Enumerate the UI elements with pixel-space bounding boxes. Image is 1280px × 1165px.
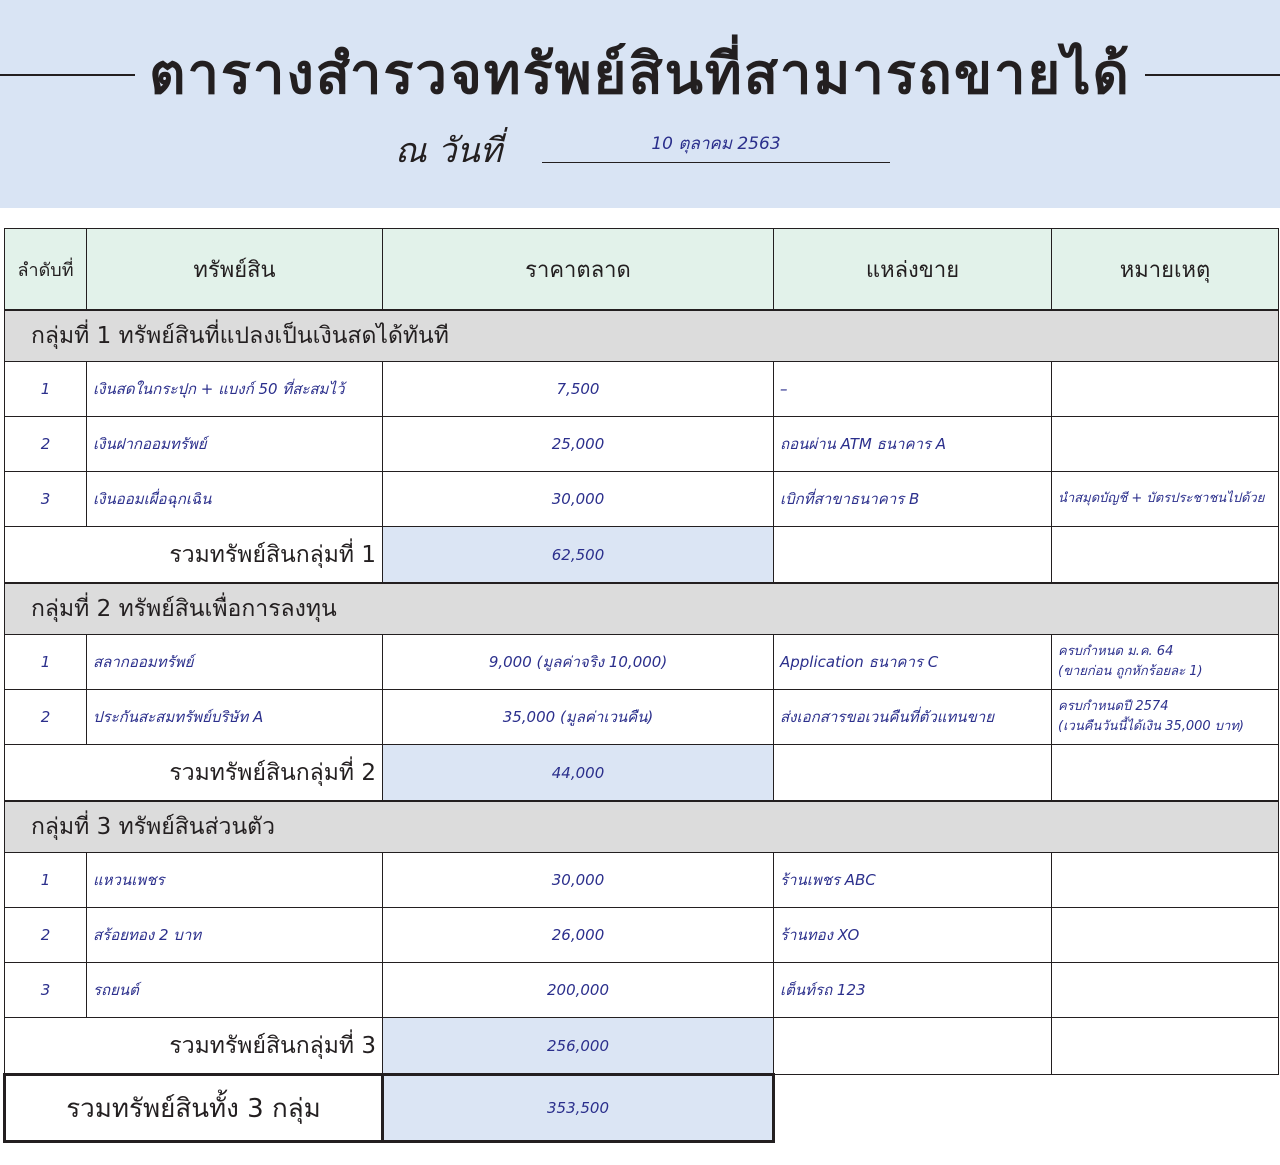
- grand-total-row: [5, 1075, 1279, 1142]
- subtotal-source-blank: [774, 527, 1052, 584]
- item-market-price: 30,000: [383, 853, 774, 908]
- item-asset-name: รถยนต์: [87, 963, 383, 1018]
- item-note-line: (ขายก่อน ถูกหักร้อยละ 1): [1058, 664, 1203, 679]
- table-row: [5, 690, 1279, 745]
- subtotal-label: รวมทรัพย์สินกลุ่มที่ 2: [5, 745, 383, 802]
- item-note-line: (เวนคืนวันนี้ได้เงิน 35,000 บาท): [1058, 719, 1244, 734]
- subtotal-note-blank: [1052, 527, 1279, 584]
- item-sell-source: เบิกที่สาขาธนาคาร B: [774, 472, 1052, 527]
- col-header-note: หมายเหตุ: [1052, 229, 1279, 311]
- group-header-row: [5, 583, 1279, 635]
- item-number: 2: [5, 908, 87, 963]
- item-note: [1052, 690, 1279, 745]
- date-underline: [542, 162, 890, 163]
- col-header-asset: ทรัพย์สิน: [87, 229, 383, 311]
- item-note: [1052, 635, 1279, 690]
- date-value: 10 ตุลาคม 2563: [651, 134, 781, 154]
- item-note-line: ครบกำหนด ม.ค. 64: [1058, 644, 1174, 659]
- item-note: [1052, 362, 1279, 417]
- item-note: [1052, 417, 1279, 472]
- header-banner: [0, 0, 1280, 208]
- page-title-text: ตารางสำรวจทรัพย์สินที่สามารถขายได้: [135, 42, 1145, 107]
- item-market-price: 25,000: [383, 417, 774, 472]
- date-label: ณ วันที่: [395, 131, 503, 171]
- item-sell-source: เต็นท์รถ 123: [774, 963, 1052, 1018]
- item-asset-name: แหวนเพชร: [87, 853, 383, 908]
- item-note: [1052, 963, 1279, 1018]
- item-sell-source: ร้านทอง XO: [774, 908, 1052, 963]
- item-sell-source: ถอนผ่าน ATM ธนาคาร A: [774, 417, 1052, 472]
- item-number: 1: [5, 362, 87, 417]
- table-header-row: [5, 229, 1279, 311]
- item-note: [1052, 908, 1279, 963]
- subtotal-source-blank: [774, 745, 1052, 802]
- grand-total-value: 353,500: [383, 1075, 774, 1142]
- item-sell-source: –: [774, 362, 1052, 417]
- item-market-price: 30,000: [383, 472, 774, 527]
- group-header-row: [5, 801, 1279, 853]
- table-row: [5, 635, 1279, 690]
- item-note-line: นำสมุดบัญชี + บัตรประชาชนไปด้วย: [1058, 491, 1265, 506]
- col-header-source: แหล่งขาย: [774, 229, 1052, 311]
- subtotal-value: 44,000: [383, 745, 774, 802]
- group-title: กลุ่มที่ 3 ทรัพย์สินส่วนตัว: [5, 801, 1279, 853]
- group-title: กลุ่มที่ 1 ทรัพย์สินที่แปลงเป็นเงินสดได้ทันที: [5, 310, 1279, 362]
- item-number: 3: [5, 472, 87, 527]
- item-sell-source: ส่งเอกสารขอเวนคืนที่ตัวแทนขาย: [774, 690, 1052, 745]
- item-number: 2: [5, 417, 87, 472]
- item-market-price: 35,000 (มูลค่าเวนคืน): [383, 690, 774, 745]
- subtotal-row: [5, 745, 1279, 802]
- item-note: [1052, 853, 1279, 908]
- item-number: 1: [5, 635, 87, 690]
- col-header-no: ลำดับที่: [5, 229, 87, 311]
- table-row: [5, 963, 1279, 1018]
- item-asset-name: สลากออมทรัพย์: [87, 635, 383, 690]
- item-asset-name: เงินฝากออมทรัพย์: [87, 417, 383, 472]
- item-asset-name: ประกันสะสมทรัพย์บริษัท A: [87, 690, 383, 745]
- subtotal-source-blank: [774, 1018, 1052, 1075]
- subtotal-row: [5, 1018, 1279, 1075]
- item-market-price: 26,000: [383, 908, 774, 963]
- subtotal-note-blank: [1052, 1018, 1279, 1075]
- grand-total-blank: [774, 1075, 1279, 1142]
- item-number: 3: [5, 963, 87, 1018]
- item-sell-source: ร้านเพชร ABC: [774, 853, 1052, 908]
- table-row: [5, 362, 1279, 417]
- table-row: [5, 417, 1279, 472]
- item-number: 1: [5, 853, 87, 908]
- item-asset-name: เงินออมเผื่อฉุกเฉิน: [87, 472, 383, 527]
- item-note-line: ครบกำหนดปี 2574: [1058, 699, 1169, 714]
- subtotal-value: 62,500: [383, 527, 774, 584]
- subtotal-value: 256,000: [383, 1018, 774, 1075]
- asset-table: [3, 228, 1279, 1143]
- group-title: กลุ่มที่ 2 ทรัพย์สินเพื่อการลงทุน: [5, 583, 1279, 635]
- grand-total-label: รวมทรัพย์สินทั้ง 3 กลุ่ม: [5, 1075, 383, 1142]
- item-market-price: 9,000 (มูลค่าจริง 10,000): [383, 635, 774, 690]
- subtotal-row: [5, 527, 1279, 584]
- table-row: [5, 908, 1279, 963]
- table-body: [5, 310, 1279, 1142]
- item-asset-name: เงินสดในกระปุก + แบงก์ 50 ที่สะสมไว้: [87, 362, 383, 417]
- subtotal-note-blank: [1052, 745, 1279, 802]
- table-row: [5, 853, 1279, 908]
- group-header-row: [5, 310, 1279, 362]
- table-row: [5, 472, 1279, 527]
- item-sell-source: Application ธนาคาร C: [774, 635, 1052, 690]
- item-market-price: 200,000: [383, 963, 774, 1018]
- item-note: [1052, 472, 1279, 527]
- subtotal-label: รวมทรัพย์สินกลุ่มที่ 3: [5, 1018, 383, 1075]
- col-header-price: ราคาตลาด: [383, 229, 774, 311]
- item-market-price: 7,500: [383, 362, 774, 417]
- item-asset-name: สร้อยทอง 2 บาท: [87, 908, 383, 963]
- subtotal-label: รวมทรัพย์สินกลุ่มที่ 1: [5, 527, 383, 584]
- page-title: [0, 30, 1280, 120]
- item-number: 2: [5, 690, 87, 745]
